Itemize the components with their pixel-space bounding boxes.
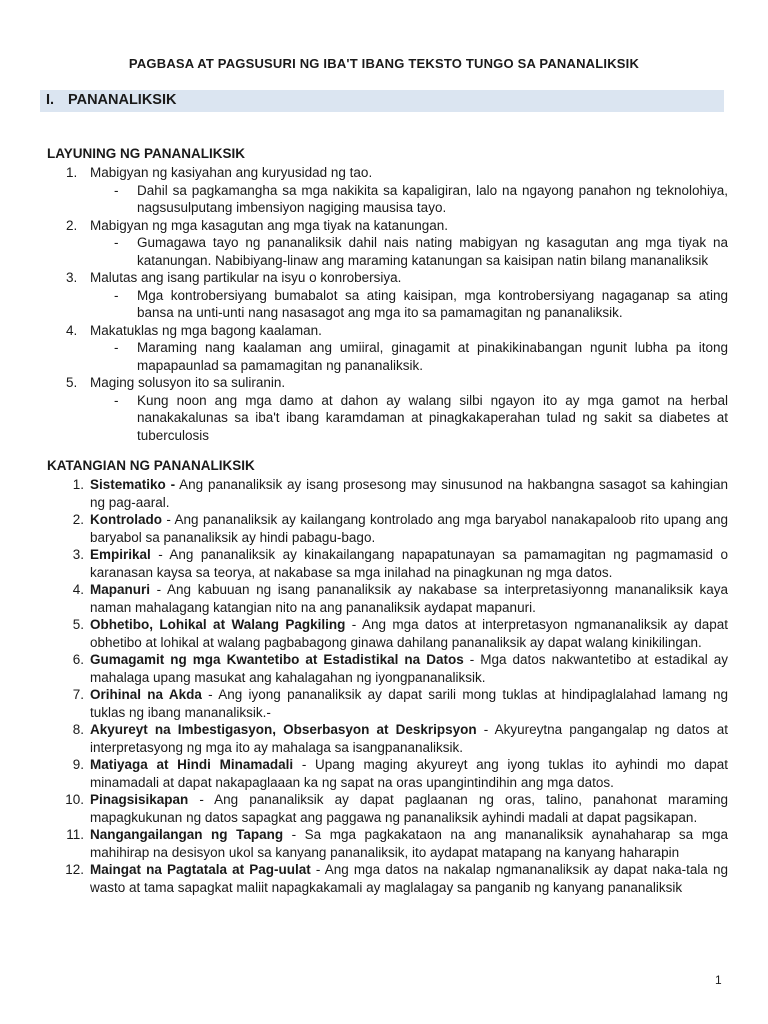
list-item bbox=[48, 791, 728, 826]
subitem-text: Mga kontrobersiyang bumabalot sa ating kaisipan, mga kontrobersiyang nagaganap sa ating bansa na unti-unti nang nasasagot ang mga ito sa pamamagitan ng pananaliksik. bbox=[137, 287, 728, 320]
item-number: 4. bbox=[72, 582, 84, 597]
list-item bbox=[48, 651, 728, 686]
item-term: Maingat na Pagtatala at Pag-uulat bbox=[90, 862, 311, 877]
item-number: 3. bbox=[66, 270, 78, 285]
list-item bbox=[48, 322, 728, 340]
item-text: Maging solusyon ito sa suliranin. bbox=[90, 375, 286, 390]
item-term: Mapanuri bbox=[90, 582, 151, 597]
item-term: Matiyaga at Hindi Minamadali bbox=[90, 757, 294, 772]
layunin-list bbox=[48, 164, 728, 444]
item-number: 5. bbox=[66, 375, 78, 390]
item-desc: - Ang pananaliksik ay kailangang kontrolado ang mga baryabol nanakapaloob rito upang ang baryabol sa pananaliksik ay hindi pabagu-bago. bbox=[90, 512, 728, 545]
item-number: 2. bbox=[72, 512, 84, 527]
item-number: 3. bbox=[72, 547, 84, 562]
item-number: 9. bbox=[72, 757, 84, 772]
item-desc: - Ang pananaliksik ay dapat paglaanan ng oras, talino, panahonat maraming mapagkukunan ng datos sapagkat ang paggawa ng pananaliksik ayhindi madali at dapat pagsikapan. bbox=[90, 792, 728, 825]
item-text: Malutas ang isang partikular na isyu o konrobersiya. bbox=[90, 270, 402, 285]
list-item bbox=[48, 164, 728, 182]
item-term: Pinagsisikapan bbox=[90, 792, 189, 807]
subitem-text: Gumagawa tayo ng pananaliksik dahil nais nating mabigyan ng kasagutan ang mga tiyak na katanungan. Nabibiyang-linaw ang maraming katanungan sa kaisipan natin bilang mananaliksik bbox=[137, 235, 728, 268]
list-subitem: - Maraming nang kaalaman ang umiiral, ginagamit at pinakikinabangan ngunit lubha pa itong mapapaunlad sa pamamagitan ng pananaliksik. bbox=[114, 340, 728, 373]
item-desc: - Ang mga datos at interpretasyon ngmananaliksik ay dapat obhetibo at lohikal at walang pagbabagong ginawa dahilang pananaliksik ay dapat walang kinikilingan. bbox=[90, 617, 728, 650]
list-item bbox=[48, 374, 728, 392]
item-term: Akyureyt na Imbestigasyon, Obserbasyon at Deskripsyon bbox=[90, 722, 477, 737]
item-number: 1. bbox=[66, 165, 78, 180]
item-number: 2. bbox=[66, 217, 78, 233]
item-desc: - Akyureytna pangangalap ng datos at interpretasyong ng mga ito ay mahalaga sa isangpananaliksik. bbox=[90, 722, 728, 755]
list-item bbox=[48, 616, 728, 651]
item-desc: - Upang maging akyureyt ang iyong tuklas ito ayhindi mo dapat minamadali at dapat nakapaglaaan ka ng sapat na oras upangintindihin ang mga datos. bbox=[90, 757, 728, 790]
item-number: 7. bbox=[72, 687, 84, 702]
item-number: 4. bbox=[66, 322, 78, 338]
list-item bbox=[48, 826, 728, 861]
item-number: 5. bbox=[72, 617, 84, 632]
item-desc: - Ang iyong pananaliksik ay dapat sarili mong tuklas at hindipaglalahad lamang ng tuklas ng ibang mananaliksik.- bbox=[90, 687, 728, 720]
section-header bbox=[40, 90, 724, 112]
page-number: 1 bbox=[715, 973, 722, 987]
katangian-heading: KATANGIAN NG PANANALIKSIK bbox=[47, 458, 255, 473]
item-desc: - Mga datos nakwantetibo at estadikal ay mahalaga upang masukat ang kahalagahan ng iyongpananaliksik. bbox=[90, 652, 728, 685]
layunin-heading: LAYUNING NG PANANALIKSIK bbox=[47, 146, 246, 161]
list-item bbox=[48, 686, 728, 721]
item-number: 12. bbox=[65, 862, 84, 877]
item-desc: Ang pananaliksik ay isang prosesong may sinusunod na hakbangna sasagot sa kahingian ng pag-aaral. bbox=[90, 477, 728, 510]
subitem-text: Dahil sa pagkamangha sa mga nakikita sa kapaligiran, lalo na ngayong panahon ng teknolohiya, nagsusulputang imbensiyon nagiging mausisa tayo. bbox=[137, 182, 728, 215]
section-title: PANANALIKSIK bbox=[68, 92, 177, 108]
document-title: PAGBASA AT PAGSUSURI NG IBA'T IBANG TEKSTO TUNGO SA PANANALIKSIK bbox=[128, 56, 640, 71]
item-number: 8. bbox=[72, 722, 84, 737]
item-text: Mabigyan ng mga kasagutan ang mga tiyak na katanungan. bbox=[90, 217, 448, 233]
item-desc: - Ang mga datos na nakalap ngmananaliksik ay dapat naka-tala ng wasto at tama sapagkat maliit napagkakamali ay maglalagay sa panganib ng kanyang pananaliksik bbox=[90, 862, 729, 895]
item-term: Orihinal na Akda bbox=[90, 687, 202, 702]
item-number: 1. bbox=[72, 477, 84, 492]
list-item bbox=[48, 217, 728, 235]
item-term: Sistematiko - bbox=[90, 477, 176, 492]
item-term: Empirikal bbox=[90, 547, 151, 562]
list-item bbox=[48, 721, 728, 756]
item-text: Makatuklas ng mga bagong kaalaman. bbox=[90, 322, 322, 338]
section-number: I. bbox=[46, 92, 55, 108]
item-desc: - Ang pananaliksik ay kinakailangang napapatunayan sa pamamagitan ng pagmamasid o karanasan kaysa sa teorya, at nakabase sa mga inilahad na pinagkunan ng mga datos. bbox=[90, 547, 728, 580]
item-term: Obhetibo, Lohikal at Walang Pagkiling bbox=[90, 617, 346, 632]
subitem-text: Kung noon ang mga damo at dahon ay walang silbi ngayon ito ay mga gamot na herbal nanakakalunas sa iba't ibang karamdaman at pinagkakaperahan tulad ng sakit sa diabetes at tuberculosis bbox=[137, 392, 728, 443]
list-subitem: - Gumagawa tayo ng pananaliksik dahil nais nating mabigyan ng kasagutan ang mga tiyak na katanungan. Nabibiyang-linaw ang maraming katanungan sa kaisipan natin bilang mananaliksik bbox=[114, 235, 728, 268]
item-text: Mabigyan ng kasiyahan ang kuryusidad ng tao. bbox=[90, 165, 373, 180]
item-desc: - Sa mga pagkakataon na ang mananaliksik aynahaharap sa mga mahihirap na desisyon ukol sa kanyang pananaliksik, ito aydapat matapang na kanyang haharapin bbox=[90, 827, 728, 860]
item-number: 6. bbox=[72, 652, 84, 667]
item-desc: - Ang kabuuan ng isang pananaliksik ay nakabase sa interpretasiyonng mananaliksik kaya naman mahalagang katangian nito na ang pananaliksik aydapat mapanuri. bbox=[90, 582, 728, 615]
list-item bbox=[48, 546, 728, 581]
list-item bbox=[48, 581, 728, 616]
list-item bbox=[48, 511, 728, 546]
item-term: Gumagamit ng mga Kwantetibo at Estadistikal na Datos bbox=[90, 652, 464, 667]
list-item bbox=[48, 756, 728, 791]
item-term: Kontrolado bbox=[90, 512, 162, 527]
item-term: Nangangailangan ng Tapang bbox=[90, 827, 284, 842]
list-subitem: - Mga kontrobersiyang bumabalot sa ating kaisipan, mga kontrobersiyang nagaganap sa ating bansa na unti-unti nang nasasagot ang mga ito sa pamamagitan ng pananaliksik. bbox=[114, 287, 728, 320]
katangian-list bbox=[48, 476, 728, 896]
list-item bbox=[48, 861, 728, 896]
list-subitem: - Dahil sa pagkamangha sa mga nakikita sa kapaligiran, lalo na ngayong panahon ng teknolohiya, nagsusulputang imbensiyon nagiging mausisa tayo. bbox=[114, 182, 728, 215]
list-item bbox=[48, 269, 728, 287]
item-number: 10. bbox=[65, 792, 84, 807]
list-subitem: - Kung noon ang mga damo at dahon ay walang silbi ngayon ito ay mga gamot na herbal nanakakalunas sa iba't ibang karamdaman at pinagkakaperahan tulad ng sakit sa diabetes at tuberculosis bbox=[114, 392, 728, 443]
list-item bbox=[48, 476, 728, 511]
item-number: 11. bbox=[66, 827, 84, 842]
subitem-text: Maraming nang kaalaman ang umiiral, ginagamit at pinakikinabangan ngunit lubha pa itong mapapaunlad sa pamamagitan ng pananaliksik. bbox=[137, 340, 728, 373]
